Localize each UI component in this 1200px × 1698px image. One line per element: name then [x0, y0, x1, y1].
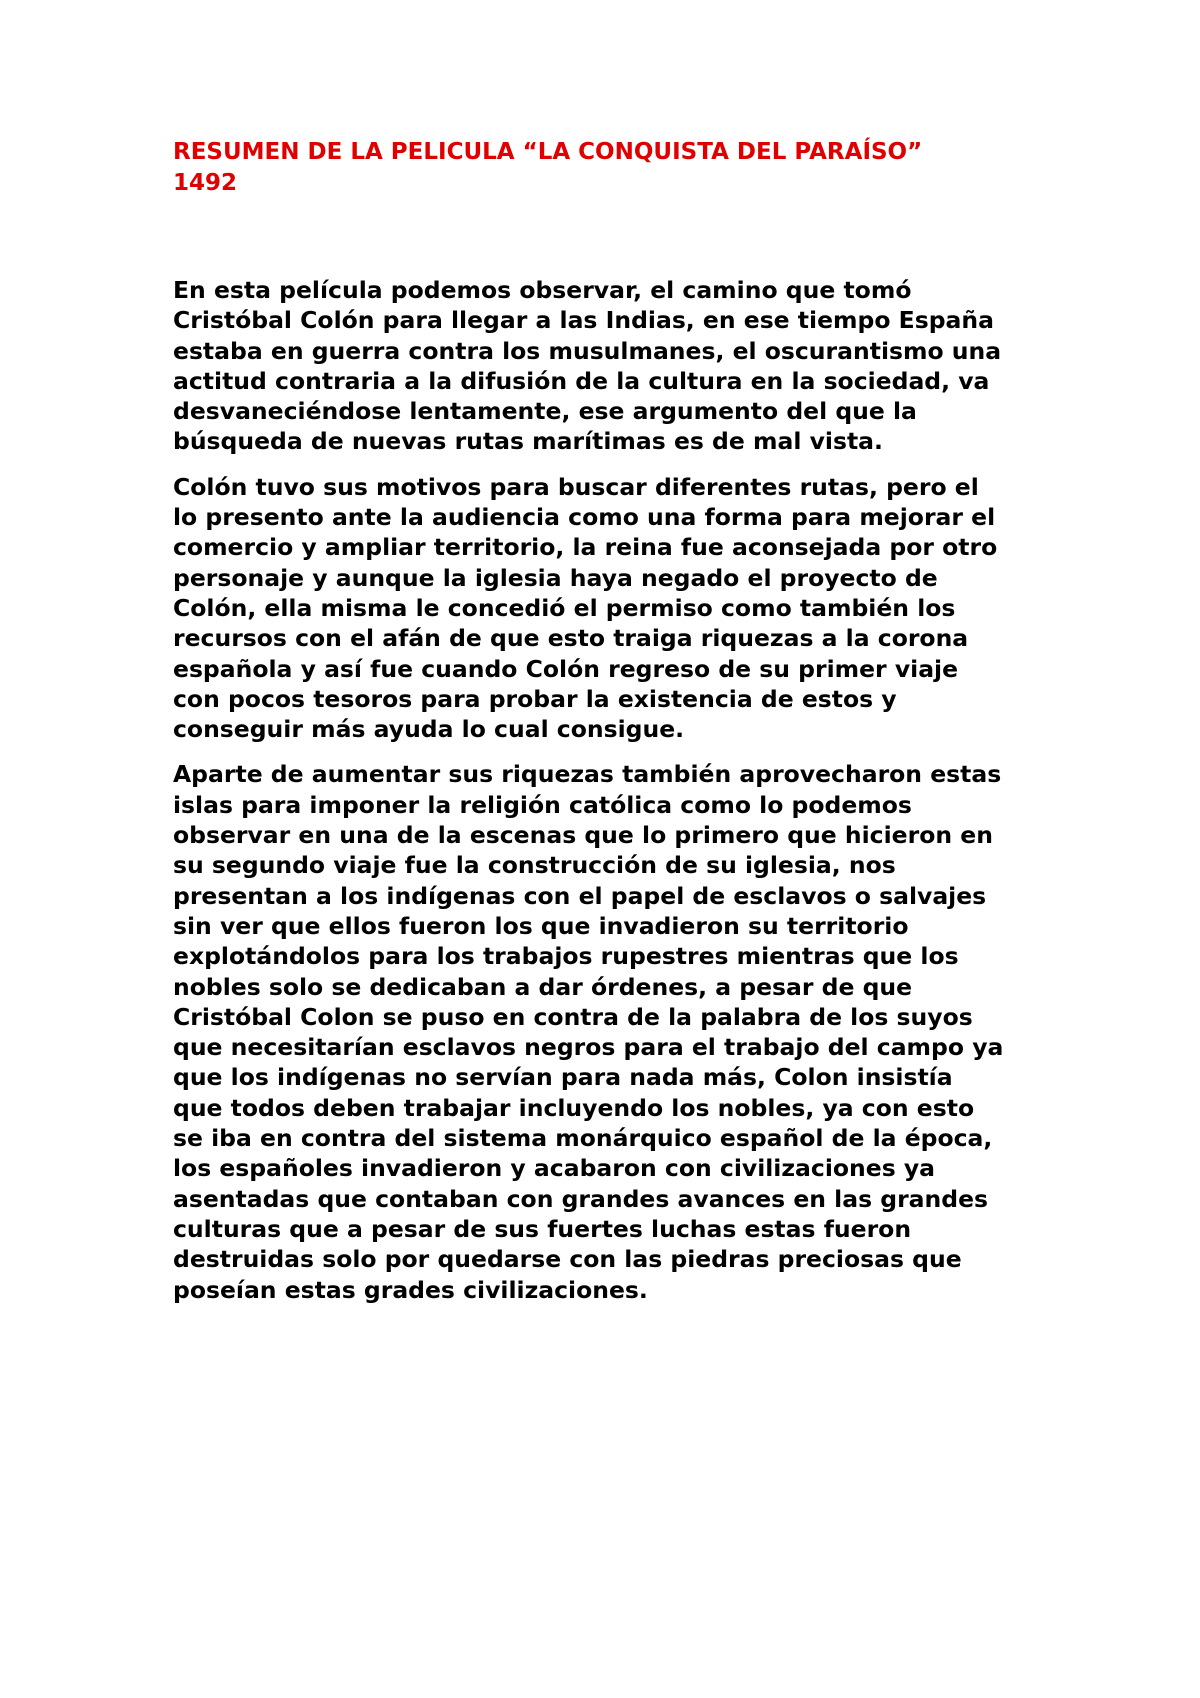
paragraph-line: Colón, ella misma le concedió el permiso como también los [173, 593, 956, 622]
paragraph-line: los españoles invadieron y acabaron con civilizaciones ya [173, 1154, 936, 1183]
paragraph-line: poseían estas grades civilizaciones. [173, 1275, 648, 1304]
paragraph-line: nobles solo se dedicaban a dar órdenes, a pesar de que [173, 972, 913, 1001]
paragraph-line: Colón tuvo sus motivos para buscar diferentes rutas, pero el [173, 472, 979, 501]
document-title [173, 137, 1053, 199]
title-line-2: 1492 [173, 170, 238, 196]
paragraph-line: islas para imponer la religión católica como lo podemos [173, 790, 912, 819]
paragraph-line: asentadas que contaban con grandes avances en las grandes [173, 1184, 989, 1213]
paragraph-line: comercio y ampliar territorio, la reina fue aconsejada por otro [173, 533, 998, 562]
paragraph-line: su segundo viaje fue la construcción de su iglesia, nos [173, 851, 896, 880]
paragraph-3 [173, 759, 1053, 1304]
paragraph-line: destruidas solo por quedarse con las piedras preciosas que [173, 1245, 962, 1274]
paragraph-line: que necesitarían esclavos negros para el trabajo del campo ya [173, 1033, 1004, 1062]
paragraph-line: conseguir más ayuda lo cual consigue. [173, 715, 685, 744]
paragraph-line: Aparte de aumentar sus riquezas también aprovecharon estas [173, 760, 1002, 789]
paragraph-1 [173, 275, 1053, 457]
paragraph-line: lo presento ante la audiencia como una forma para mejorar el [173, 503, 996, 532]
paragraph-line: Cristóbal Colón para llegar a las Indias, en ese tiempo España [173, 306, 994, 335]
paragraph-line: que todos deben trabajar incluyendo los nobles, ya con esto [173, 1093, 975, 1122]
paragraph-2 [173, 472, 1053, 745]
paragraph-line: culturas que a pesar de sus fuertes luchas estas fueron [173, 1214, 912, 1243]
document-content [173, 137, 1053, 1320]
paragraph-line: recursos con el afán de que esto traiga riquezas a la corona [173, 624, 969, 653]
paragraph-line: española y así fue cuando Colón regreso de su primer viaje [173, 654, 959, 683]
paragraph-line: Cristóbal Colon se puso en contra de la palabra de los suyos [173, 1002, 973, 1031]
paragraph-line: En esta película podemos observar, el camino que tomó [173, 276, 912, 304]
paragraph-line: estaba en guerra contra los musulmanes, el oscurantismo una [173, 336, 1002, 365]
paragraph-line: con pocos tesoros para probar la existencia de estos y [173, 684, 897, 713]
paragraph-line: actitud contraria a la difusión de la cultura en la sociedad, va [173, 366, 990, 395]
paragraph-line: sin ver que ellos fueron los que invadieron su territorio [173, 911, 909, 940]
paragraph-line: desvaneciéndose lentamente, ese argumento del que la [173, 397, 917, 426]
document-body [173, 275, 1053, 1305]
paragraph-line: observar en una de la escenas que lo primero que hicieron en [173, 821, 993, 850]
paragraph-line: presentan a los indígenas con el papel de esclavos o salvajes [173, 881, 987, 910]
paragraph-line: explotándolos para los trabajos rupestres mientras que los [173, 942, 959, 971]
paragraph-line: personaje y aunque la iglesia haya negado el proyecto de [173, 563, 938, 592]
paragraph-line: se iba en contra del sistema monárquico español de la época, [173, 1124, 993, 1153]
paragraph-line: búsqueda de nuevas rutas marítimas es de mal vista. [173, 427, 883, 456]
title-line-1: RESUMEN DE LA PELICULA “LA CONQUISTA DEL PARAÍSO” [173, 139, 923, 165]
paragraph-line: que los indígenas no servían para nada más, Colon insistía [173, 1063, 953, 1092]
